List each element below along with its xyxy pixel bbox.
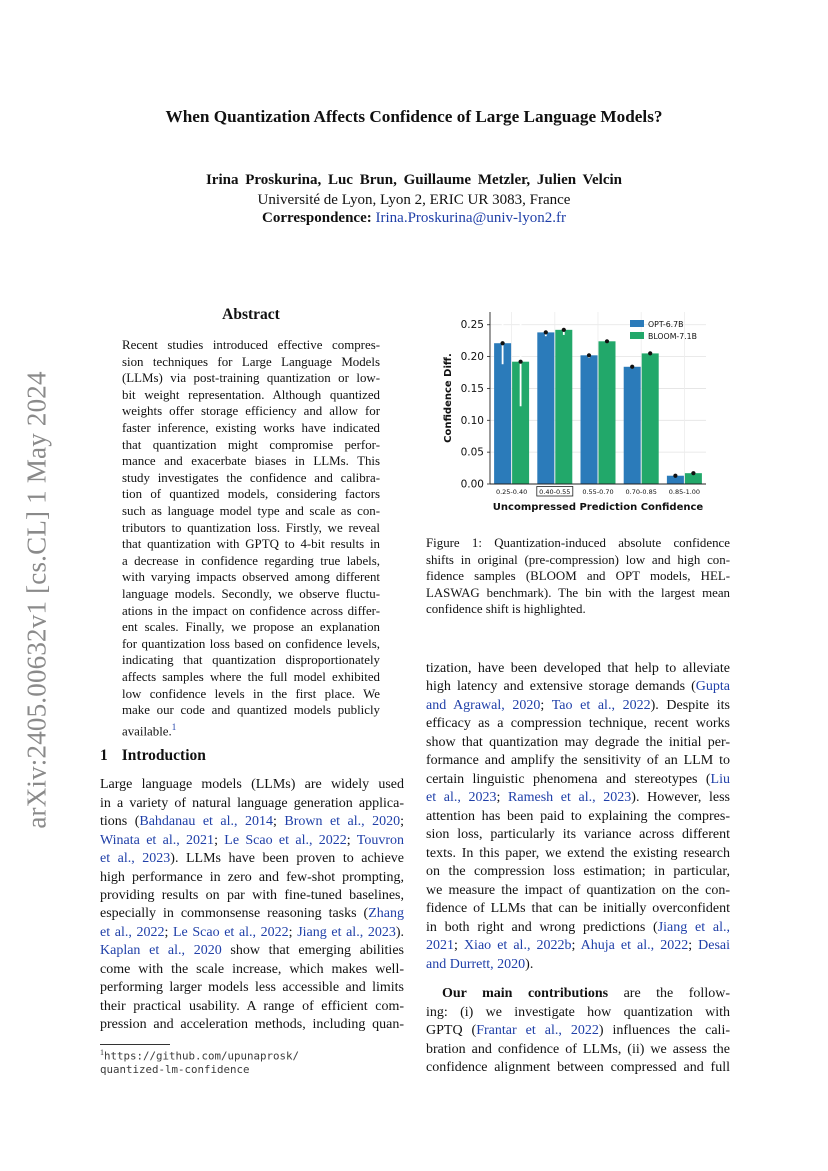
footnote-line-1[interactable]	[100, 1048, 299, 1063]
x-tick-label: 0.55-0.70	[582, 488, 614, 496]
left-line-6: high performance in zero and few-shot prompting,	[100, 870, 404, 885]
abstract-line-text: for quantization loss based on confidence levels,	[122, 636, 380, 651]
left-line-12: performing larger models less accessible and limits	[100, 980, 404, 995]
x-tick-label: 0.85-1.00	[668, 488, 701, 496]
text: GPTQ (	[426, 1023, 477, 1038]
left-line-8	[100, 905, 404, 923]
citation-link[interactable]: et al., 2022	[100, 925, 165, 940]
caption-line-4: LASWAG benchmark). The bin with the largest mean	[426, 586, 730, 600]
abstract-line-17	[122, 603, 380, 620]
citation-link[interactable]: Ramesh et al., 2023	[508, 790, 632, 805]
citation-link[interactable]: et al., 2023	[426, 790, 497, 805]
left-line-13: their practical usability. A range of efficient com-	[100, 999, 404, 1014]
mean-marker	[691, 471, 695, 475]
y-tick-label: 0.05	[460, 446, 484, 459]
text: certain linguistic phenomena and stereotypes (	[426, 772, 711, 787]
citation-link[interactable]: and Agrawal, 2020	[426, 698, 541, 713]
footnote-line-2[interactable]: quantized-lm-confidence	[100, 1063, 250, 1076]
abstract-line-text: with varying impacts observed among different	[122, 570, 380, 585]
text: ;	[571, 938, 581, 953]
abstract-line-21	[122, 669, 380, 686]
abstract-line-18	[122, 619, 380, 636]
abstract-line-23	[122, 702, 380, 719]
right-line-13: we measure the impact of quantization on the con-	[426, 883, 730, 898]
citation-link[interactable]: Bahdanau et al., 2014	[139, 814, 273, 829]
legend-swatch	[630, 332, 644, 339]
text: ).	[525, 957, 534, 972]
y-tick-label: 0.10	[460, 414, 484, 427]
abstract-line-1	[122, 337, 380, 354]
abstract-line-text: low confidence levels in the first place. We	[122, 686, 380, 701]
bar-OPT-6.7B-0-70-0-85	[624, 367, 641, 484]
citation-link[interactable]: Xiao et al., 2022b	[463, 938, 572, 953]
left-line-2: in a variety of natural language generation applica-	[100, 796, 404, 811]
text: ;	[346, 833, 357, 848]
right-line-14: fidence of LLMs that can be initially overconfident	[426, 901, 730, 916]
citation-link[interactable]: Le Scao et al., 2022	[172, 925, 289, 940]
abstract-line-text: bit weight representation. Although quantized	[122, 387, 380, 402]
text: ;	[400, 814, 405, 829]
text: ;	[496, 790, 509, 805]
abstract-line-text: that quantization with GPTQ to 4-bit results in	[122, 537, 380, 552]
bar-BLOOM-7.1B-0-55-0-70	[599, 341, 616, 484]
abstract-line-text: ations in the impact on confidence across differ-	[122, 603, 380, 618]
abstract-line-text: ent scales. Finally, we propose an explanation	[122, 620, 380, 635]
right-line-15	[426, 919, 730, 937]
footnote-ref-link[interactable]: 1	[171, 721, 177, 732]
section-title: Introduction	[121, 747, 206, 764]
citation-link[interactable]: Tao et al., 2022	[551, 698, 651, 713]
left-line-9	[100, 924, 404, 942]
y-tick-label: 0.00	[460, 478, 484, 491]
citation-link[interactable]: Jiang et al.,	[657, 920, 731, 935]
abstract-line-6	[122, 420, 380, 437]
text: ) influences the cali-	[598, 1023, 730, 1038]
author-list: Irina Proskurina, Luc Brun, Guillaume Metzler, Julien Velcin	[205, 172, 623, 188]
abstract-line-8	[122, 453, 380, 470]
right-line-8	[426, 789, 730, 807]
x-tick-label: 0.25-0.40	[495, 488, 528, 496]
abstract-line-text: weights offer storage efficiency and allow for	[122, 404, 380, 419]
right-line-5: show that quantization may degrade the initial per-	[426, 735, 730, 750]
abstract-line-2	[122, 354, 380, 371]
citation-link[interactable]: and Durrett, 2020	[426, 957, 526, 972]
abstract-line-text: such as language model type and scale as con-	[122, 504, 380, 518]
abstract-line-22	[122, 686, 380, 703]
paper-title: When Quantization Affects Confidence of Large Language Models?	[165, 107, 663, 126]
text: especially in commonsense reasoning tasks (	[100, 906, 369, 921]
left-line-3	[100, 813, 404, 831]
legend-label: BLOOM-7.1B	[648, 332, 697, 341]
citation-link[interactable]: Ahuja et al., 2022	[580, 938, 689, 953]
right-line-22: confidence alignment between compressed and full	[426, 1060, 730, 1075]
citation-link[interactable]: Jiang et al., 2023	[297, 925, 396, 940]
footnote-rule	[100, 1044, 170, 1045]
citation-link[interactable]: Liu	[710, 772, 730, 787]
y-tick-label: 0.15	[460, 382, 484, 395]
left-line-4	[100, 832, 404, 850]
footnote-mark: 1	[100, 1048, 104, 1057]
citation-link[interactable]: 2021	[426, 938, 454, 953]
citation-link[interactable]: Gupta	[695, 679, 730, 694]
citation-link[interactable]: Desai	[698, 938, 731, 953]
text: high latency and extensive storage demands (	[426, 679, 696, 694]
right-line-3	[426, 697, 730, 715]
text: tions (	[100, 814, 140, 829]
mean-marker	[519, 360, 523, 364]
citation-link[interactable]: Le Scao et al., 2022	[224, 833, 347, 848]
abstract-line-text: that quantization might compromise perfor-	[122, 437, 380, 452]
abstract-line-text: tributors to quantization loss. Firstly, we reveal	[122, 520, 380, 535]
text: ;	[454, 938, 464, 953]
right-line-19: ing: (i) we investigate how quantization with	[426, 1005, 730, 1020]
right-line-1: tization, have been developed that help to alleviate	[426, 661, 730, 676]
mean-marker	[648, 351, 652, 355]
text: ;	[288, 925, 298, 940]
bar-BLOOM-7.1B-0-40-0-55	[555, 330, 572, 484]
right-line-2	[426, 678, 730, 696]
abstract-line-text: indicating that quantization disproportionately	[122, 653, 380, 668]
abstract-line-15	[122, 569, 380, 586]
citation-link[interactable]: et al., 2023	[100, 851, 171, 866]
abstract-line-9	[122, 470, 380, 487]
x-tick-label: 0.40-0.55	[539, 488, 571, 496]
right-line-20	[426, 1022, 730, 1040]
abstract-line-16	[122, 586, 380, 603]
right-line-4: efficacy as a compression technique, recent works	[426, 716, 730, 731]
abstract-line-10	[122, 486, 380, 503]
caption-line-3: fidence samples (BLOOM and OPT models, HEL-	[426, 569, 730, 583]
text: ;	[164, 925, 173, 940]
abstract-line-12	[122, 520, 380, 537]
right-line-16	[426, 937, 730, 955]
bar-OPT-6.7B-0-55-0-70	[581, 355, 598, 484]
legend-label: OPT-6.7B	[648, 320, 684, 329]
correspondence-label: Correspondence:	[262, 210, 372, 226]
abstract-line-5	[122, 403, 380, 420]
affiliation: Université de Lyon, Lyon 2, ERIC UR 3083, France	[257, 192, 571, 208]
text: ).	[395, 925, 404, 940]
abstract-line-3	[122, 370, 380, 387]
right-line-11: texts. In this paper, we extend the existing research	[426, 846, 730, 861]
abstract-line-text: a decrease in confidence regarding true labels,	[122, 553, 380, 568]
abstract-line-text: language models. Secondly, we observe fluctu-	[122, 587, 380, 601]
right-line-18	[442, 985, 730, 1003]
left-line-14: pression and acceleration methods, including quan-	[100, 1017, 404, 1032]
right-line-9: attention has been paid to explaining the compres-	[426, 809, 730, 824]
abstract-line-text: affects samples where the full model exhibited	[122, 670, 380, 684]
left-line-7: providing results on par with fine-tuned baselines,	[100, 888, 404, 903]
abstract-line-24	[122, 719, 380, 740]
text: ). Despite its	[650, 698, 730, 713]
abstract-line-text: mance and exacerbate biases in LLMs. This	[122, 454, 380, 469]
abstract-line-4	[122, 387, 380, 404]
citation-link[interactable]: Winata et al., 2021	[100, 833, 215, 848]
text: ;	[273, 814, 285, 829]
mean-marker	[544, 330, 548, 334]
abstract-line-text: study investigates the confidence and calibra-	[122, 470, 380, 485]
text: ;	[688, 938, 699, 953]
abstract-line-19	[122, 636, 380, 653]
abstract-line-14	[122, 553, 380, 570]
bar-OPT-6.7B-0-40-0-55	[537, 332, 554, 484]
section-number: 1	[100, 747, 108, 764]
abstract-line-text: faster inference, existing works have indicated	[122, 421, 380, 435]
caption-line-5: confidence shift is highlighted.	[426, 602, 586, 616]
arxiv-stamp	[22, 360, 52, 840]
text: ;	[214, 833, 225, 848]
abstract-line-text: make our code and quantized models publicly	[122, 703, 380, 718]
citation-link[interactable]: Touvron	[356, 833, 404, 848]
abstract-line-13	[122, 536, 380, 553]
citation-link[interactable]: Brown et al., 2020	[284, 814, 401, 829]
abstract-line-text: Recent studies introduced effective compres-	[122, 338, 380, 352]
y-axis-label: Confidence Diff.	[443, 353, 454, 443]
mean-marker	[562, 328, 566, 332]
caption-line-2: shifts in original (pre-compression) low and high con-	[426, 553, 730, 567]
figure-1-chart	[424, 306, 730, 520]
footnote-url-part-1[interactable]: https://github.com/upunaprosk/	[104, 1049, 300, 1063]
introduction-heading	[100, 747, 206, 765]
right-line-12: on the compression loss estimation; in particular,	[426, 864, 730, 879]
left-line-10	[100, 942, 404, 960]
arxiv-stamp-text: arXiv:2405.00632v1 [cs.CL] 1 May 2024	[21, 371, 52, 829]
right-line-6: formance and amplify the sensitivity of an LLM to	[426, 753, 730, 768]
right-line-10: sion loss, particularly its variance across different	[426, 827, 730, 842]
abstract-line-text: sion techniques for Large Language Models	[122, 354, 380, 369]
text: ). LLMs have been proven to achieve	[170, 851, 404, 866]
legend-swatch	[630, 320, 644, 327]
citation-link[interactable]: Zhang	[368, 906, 404, 921]
y-tick-label: 0.20	[460, 351, 484, 364]
left-line-1: Large language models (LLMs) are widely used	[100, 777, 404, 792]
mean-marker	[587, 353, 591, 357]
right-line-21: bration and confidence of LLMs, (ii) we assess the	[426, 1042, 730, 1057]
caption-line-1: Figure 1: Quantization-induced absolute confidence	[426, 536, 730, 550]
bar-OPT-6.7B-0-25-0-40	[494, 343, 511, 484]
right-line-17	[426, 956, 730, 974]
x-axis-label: Uncompressed Prediction Confidence	[492, 502, 704, 513]
mean-marker	[630, 365, 634, 369]
citation-link[interactable]: Frantar et al., 2022	[476, 1023, 599, 1038]
abstract-line-text: (LLMs) via post-training quantization or low-	[122, 371, 380, 386]
correspondence-email-link[interactable]: Irina.Proskurina@univ-lyon2.fr	[375, 210, 566, 226]
left-line-5	[100, 850, 404, 868]
text: are the follow-	[608, 986, 730, 1001]
bar-BLOOM-7.1B-0-70-0-85	[642, 353, 659, 484]
abstract-line-20	[122, 652, 380, 669]
left-line-11: come with the scale increase, which makes well-	[100, 962, 404, 977]
right-line-7	[426, 771, 730, 789]
mean-marker	[605, 339, 609, 343]
text: ;	[540, 698, 552, 713]
y-tick-label: 0.25	[460, 319, 484, 332]
abstract-line-text: available.	[122, 724, 172, 739]
abstract-line-11	[122, 503, 380, 520]
abstract-line-text: tion of quantized models, considering factors	[122, 487, 380, 502]
citation-link[interactable]: Kaplan et al., 2020	[100, 943, 222, 958]
text: in both right and wrong predictions (	[426, 920, 658, 935]
abstract-line-7	[122, 437, 380, 454]
correspondence	[0, 210, 828, 227]
mean-marker	[673, 474, 677, 478]
mean-marker	[501, 341, 505, 345]
text: ). However, less	[631, 790, 730, 805]
x-tick-label: 0.70-0.85	[625, 488, 657, 496]
text: show that emerging abilities	[221, 943, 404, 958]
abstract-heading: Abstract	[222, 306, 280, 323]
contributions-lead: Our main contributions	[442, 986, 609, 1001]
